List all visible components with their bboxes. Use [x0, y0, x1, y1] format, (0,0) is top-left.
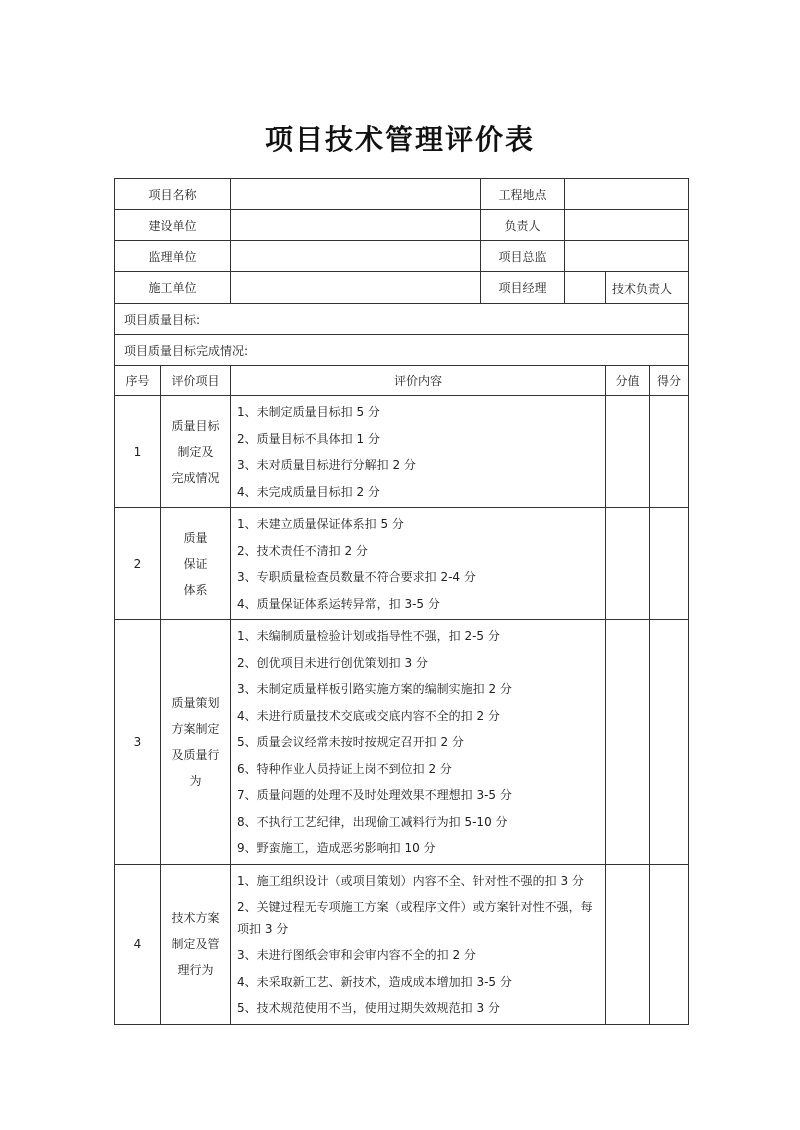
tech-lead-cell	[606, 272, 689, 304]
project-manager-field[interactable]	[565, 272, 606, 304]
builder-unit-field[interactable]	[231, 272, 481, 304]
section-category	[161, 396, 231, 508]
list-item: 4、未进行质量技术交底或交底内容不全的扣 2 分	[237, 708, 500, 723]
table-row	[115, 508, 689, 620]
list-item: 2、关键过程无专项施工方案（或程序文件）或方案针对性不强，每项扣 3 分	[237, 900, 593, 936]
section-content	[231, 396, 606, 508]
category-line: 技术方案	[171, 911, 220, 925]
points-cell[interactable]	[606, 864, 650, 1024]
list-item: 3、未对质量目标进行分解扣 2 分	[237, 458, 416, 472]
list-item: 4、未采取新工艺、新技术，造成成本增加扣 3-5 分	[237, 974, 512, 989]
list-item: 1、未制定质量目标扣 5 分	[237, 405, 380, 419]
project-name-label: 项目名称	[115, 179, 231, 210]
category-line: 方案制定	[171, 721, 220, 736]
list-item: 9、野蛮施工，造成恶劣影响扣 10 分	[237, 841, 436, 855]
list-item: 1、未编制质量检验计划或指导性不强，扣 2-5 分	[237, 629, 500, 643]
category-line: 保证	[183, 556, 208, 571]
list-item: 5、质量会议经常未按时按规定召开扣 2 分	[237, 735, 464, 749]
header-points: 分值	[606, 366, 650, 396]
header-score: 得分	[650, 366, 689, 396]
section-no: 3	[115, 620, 161, 865]
construction-unit-label: 建设单位	[115, 210, 231, 241]
table-row	[115, 620, 689, 865]
page-title: 项目技术管理评价表	[264, 123, 535, 156]
chief-supervisor-label: 项目总监	[481, 241, 565, 272]
list-item: 4、质量保证体系运转异常，扣 3-5 分	[237, 596, 440, 611]
category-line: 为	[189, 773, 202, 788]
section-category	[161, 620, 231, 865]
list-item: 7、质量问题的处理不及时处理效果不理想扣 3-5 分	[237, 788, 512, 802]
category-line: 理行为	[177, 963, 214, 977]
header-item: 评价项目	[161, 366, 231, 396]
section-category	[161, 864, 231, 1024]
section-content	[231, 864, 606, 1024]
list-item: 8、不执行工艺纪律，出现偷工减料行为扣 5-10 分	[237, 814, 508, 829]
points-cell[interactable]	[606, 508, 650, 620]
list-item: 2、技术责任不清扣 2 分	[237, 543, 368, 558]
category-line: 质量	[183, 530, 208, 545]
score-cell[interactable]	[650, 864, 689, 1024]
category-line: 质量目标	[171, 418, 220, 433]
category-line: 制定及管	[171, 937, 220, 951]
person-in-charge-label: 负责人	[481, 210, 565, 241]
project-location-label: 工程地点	[481, 179, 565, 210]
category-line: 及质量行	[171, 747, 220, 762]
section-category	[161, 508, 231, 620]
header-no: 序号	[115, 366, 161, 396]
section-no: 2	[115, 508, 161, 620]
quality-goal-done-label: 项目质量目标完成情况:	[124, 343, 249, 358]
list-item: 6、特种作业人员持证上岗不到位扣 2 分	[237, 761, 452, 776]
points-cell[interactable]	[606, 396, 650, 508]
person-in-charge-field[interactable]	[565, 210, 689, 241]
list-item: 2、质量目标不具体扣 1 分	[237, 431, 380, 446]
project-manager-label: 项目经理	[481, 272, 565, 304]
score-cell[interactable]	[650, 620, 689, 865]
section-content	[231, 508, 606, 620]
table-row	[115, 864, 689, 1024]
table-row	[115, 396, 689, 508]
category-line: 质量策划	[171, 695, 220, 710]
quality-goal-done-row[interactable]	[115, 335, 689, 366]
header-content: 评价内容	[231, 366, 606, 396]
category-line: 制定及	[177, 444, 214, 459]
list-item: 5、技术规范使用不当，使用过期失效规范扣 3 分	[237, 1001, 500, 1015]
project-name-field[interactable]	[231, 179, 481, 210]
category-line: 完成情况	[171, 470, 220, 485]
quality-goal-row[interactable]	[115, 304, 689, 335]
construction-unit-field[interactable]	[231, 210, 481, 241]
score-cell[interactable]	[650, 396, 689, 508]
section-no: 4	[115, 864, 161, 1024]
supervision-unit-field[interactable]	[231, 241, 481, 272]
list-item: 4、未完成质量目标扣 2 分	[237, 484, 380, 499]
supervision-unit-label: 监理单位	[115, 241, 231, 272]
list-item: 1、施工组织设计（或项目策划）内容不全、针对性不强的扣 3 分	[237, 873, 584, 888]
builder-unit-label: 施工单位	[115, 272, 231, 304]
list-item: 3、未进行图纸会审和会审内容不全的扣 2 分	[237, 948, 476, 962]
list-item: 3、未制定质量样板引路实施方案的编制实施扣 2 分	[237, 682, 512, 696]
category-line: 体系	[183, 582, 208, 597]
section-content	[231, 620, 606, 865]
list-item: 2、创优项目未进行创优策划扣 3 分	[237, 655, 428, 670]
list-item: 1、未建立质量保证体系扣 5 分	[237, 517, 404, 531]
chief-supervisor-field[interactable]	[565, 241, 689, 272]
points-cell[interactable]	[606, 620, 650, 865]
quality-goal-label: 项目质量目标:	[124, 312, 201, 327]
project-location-field[interactable]	[565, 179, 689, 210]
section-no: 1	[115, 396, 161, 508]
tech-lead-label: 技术负责人	[612, 282, 673, 296]
score-cell[interactable]	[650, 508, 689, 620]
list-item: 3、专职质量检查员数量不符合要求扣 2-4 分	[237, 570, 476, 584]
evaluation-table	[114, 178, 689, 1025]
